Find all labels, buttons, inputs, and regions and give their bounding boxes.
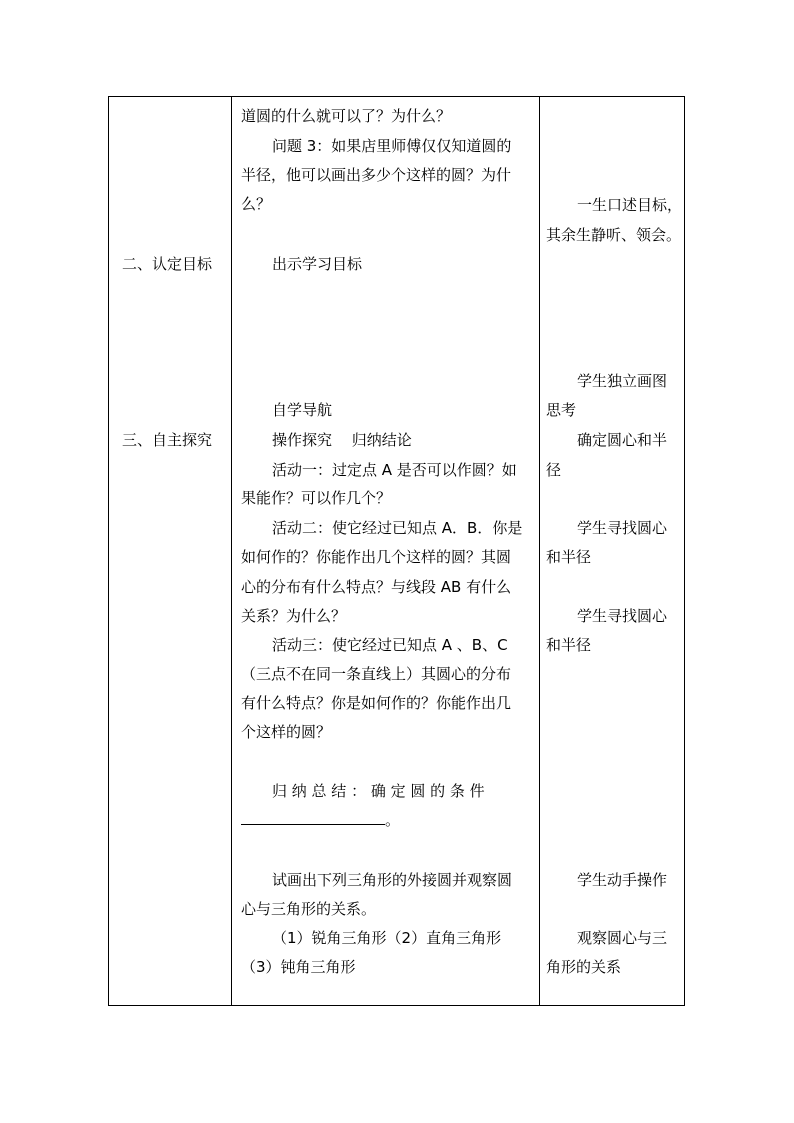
blank-underline	[241, 810, 385, 825]
stage-label-recognize-goals: 二、认定目标	[122, 255, 213, 273]
content-line: 问题 3：如果店里师傅仅仅知道圆的	[272, 137, 512, 155]
activity-line: 角形的关系	[546, 958, 622, 976]
activity-line: 思考	[546, 401, 577, 419]
content-line: 活动三：使它经过已知点 A 、B、C	[272, 636, 508, 654]
content-line: 活动二：使它经过已知点 A．B．你是	[272, 519, 523, 537]
activity-line: 观察圆心与三	[577, 929, 668, 947]
content-line: 有什么特点？你是如何作的？你能作出几	[241, 694, 512, 712]
fill-in-blank	[241, 810, 400, 830]
content-line: 关系？为什么？	[241, 607, 347, 625]
content-line: 果能作？可以作几个？	[241, 489, 392, 507]
activity-line: 和半径	[546, 548, 592, 566]
activity-line: 学生寻找圆心	[577, 519, 668, 537]
stage-label-self-exploration: 三、自主探究	[122, 431, 213, 449]
activity-line: 和半径	[546, 636, 592, 654]
activity-line: 一生口述目标，	[577, 196, 683, 214]
content-line: 活动一：过定点 A 是否可以作圆？如	[272, 461, 517, 479]
column-divider-2	[539, 97, 540, 1005]
content-line: 如何作的？你能作出几个这样的圆？其圆	[241, 548, 512, 566]
activity-line: 其余生静听、领会。	[546, 226, 682, 244]
content-line: 出示学习目标	[272, 255, 363, 273]
activity-line: 学生寻找圆心	[577, 607, 668, 625]
content-line: 道圆的什么就可以了？为什么？	[241, 107, 452, 125]
activity-line: 学生动手操作	[577, 871, 668, 889]
content-line: 自学导航	[272, 401, 333, 419]
content-line: （1）锐角三角形（2）直角三角形	[272, 929, 502, 947]
content-line: （3）钝角三角形	[241, 958, 356, 976]
content-line: 归 纳 总 结 ： 确 定 圆 的 条 件	[272, 782, 485, 800]
content-line: 试画出下列三角形的外接圆并观察圆	[272, 871, 513, 889]
content-line: 个这样的圆？	[241, 723, 332, 741]
content-line: 操作探究 归纳结论	[272, 431, 412, 449]
content-line: 心与三角形的关系。	[241, 900, 377, 918]
activity-line: 学生独立画图	[577, 372, 668, 390]
content-line: （三点不在同一条直线上）其圆心的分布	[241, 665, 512, 683]
column-divider-1	[231, 97, 232, 1005]
content-line: 心的分布有什么特点？与线段 AB 有什么	[241, 578, 512, 596]
activity-line: 确定圆心和半	[577, 431, 668, 449]
activity-line: 径	[546, 461, 562, 479]
content-line: 。	[385, 811, 401, 829]
content-line: 么？	[241, 195, 272, 213]
content-line: 半径，他可以画出多少个这样的圆？为什	[241, 166, 512, 184]
